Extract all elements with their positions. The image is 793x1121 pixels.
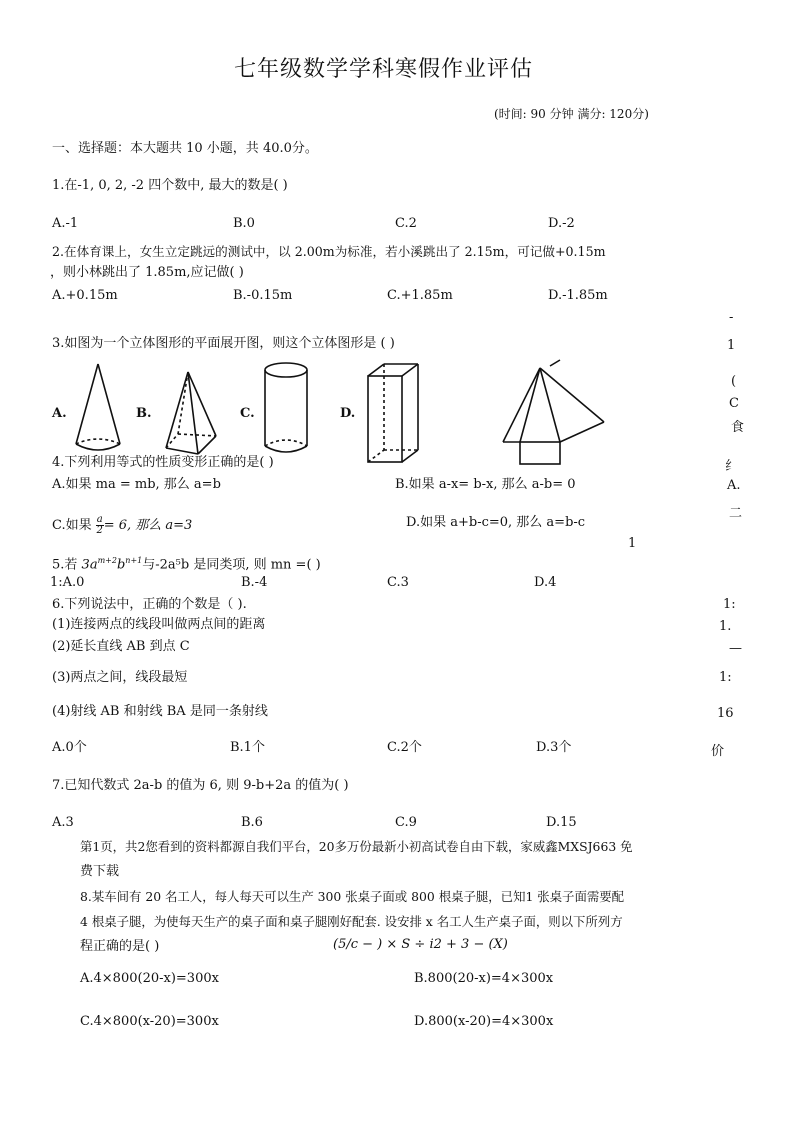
q6-stem: 6.下列说法中，正确的个数是（ ).	[52, 597, 247, 612]
cone-figure	[76, 364, 120, 450]
q5-option-c: C.3	[387, 575, 409, 590]
q3-option-a: A.	[52, 406, 67, 421]
q7-option-d: D.15	[546, 815, 577, 830]
q3-option-b: B.	[136, 406, 152, 421]
q5-prefix: 5.若	[52, 557, 82, 573]
edge-mark: 食	[731, 420, 745, 435]
q2-option-b: B.-0.15m	[233, 288, 293, 303]
edge-mark: -	[729, 310, 734, 325]
q2-option-d: D.-1.85m	[548, 288, 608, 303]
edge-mark: —	[729, 641, 742, 656]
q4-fraction-num: a	[96, 514, 103, 525]
q4-option-a: A.如果 ma = mb, 那么 a=b	[52, 477, 221, 492]
cylinder-figure	[265, 363, 307, 452]
q4-option-c-prefix: C.如果	[52, 518, 96, 533]
q1-stem: 1.在-1, 0, 2, -2 四个数中, 最大的数是( )	[52, 178, 288, 193]
edge-mark: 纟	[725, 459, 739, 474]
q6-option-d: D.3个	[536, 740, 572, 755]
q5-exp-n: n+1	[125, 556, 143, 565]
q7-option-b: B.6	[241, 815, 263, 830]
q4-option-c	[52, 515, 192, 536]
edge-mark: 1:	[723, 597, 736, 612]
q6-statement-1: (1)连接两点的线段叫做两点间的距离	[52, 617, 266, 632]
q3-option-d: D.	[340, 406, 356, 421]
q5-exp-m: m+2	[97, 556, 117, 565]
q7-stem: 7.已知代数式 2a-b 的值为 6, 则 9-b+2a 的值为( )	[52, 778, 349, 793]
net-figure	[503, 360, 604, 464]
q6-statement-3: (3)两点之间，线段最短	[52, 670, 188, 685]
q8-garbled-formula: (5/c − ) × S ÷ i2 + 3 − (X)	[333, 937, 508, 952]
q2-option-a: A.+0.15m	[52, 288, 118, 303]
q8-stem-line3: 程正确的是( )	[80, 939, 160, 954]
q4-option-c-suffix: = 6, 那么 a=3	[103, 518, 193, 533]
q2-option-c: C.+1.85m	[387, 288, 453, 303]
q1-option-c: C.2	[395, 216, 417, 231]
q6-option-a: A.0个	[52, 740, 87, 755]
q4-option-b: B.如果 a-x= b-x, 那么 a-b= 0	[395, 477, 576, 492]
q2-stem-line1: 2.在体育课上，女生立定跳远的测试中，以 2.00m为标准，若小溪跳出了 2.15m，可记做+0.15m	[52, 244, 606, 259]
q5-option-d: D.4	[534, 575, 557, 590]
q7-option-a: A.3	[52, 815, 74, 830]
footer-notice-line2: 费下载	[80, 864, 120, 879]
q8-option-b: B.800(20-x)=4×300x	[414, 971, 554, 986]
edge-mark: 1	[628, 536, 637, 551]
q6-statement-4: (4)射线 AB 和射线 BA 是同一条射线	[52, 704, 268, 719]
q8-option-c: C.4×800(x-20)=300x	[80, 1014, 219, 1029]
q1-option-b: B.0	[233, 216, 255, 231]
pyramid-figure	[166, 372, 216, 454]
q5-term-b: b	[116, 557, 126, 573]
q2-stem-line2: ，则小林跳出了 1.85m,应记做( )	[50, 265, 244, 280]
q5-option-a: 1:A.0	[50, 575, 85, 590]
edge-mark: 1.	[719, 619, 732, 634]
q4-fraction-den: 2	[96, 525, 103, 536]
edge-mark: 价	[711, 744, 725, 759]
q4-fraction	[96, 515, 104, 536]
edge-mark: C	[729, 396, 739, 411]
q3-stem: 3.如图为一个立体图形的平面展开图，则这个立体图形是 ( )	[52, 336, 395, 351]
q8-stem-line1: 8.某车间有 20 名工人，每人每天可以生产 300 张桌子面或 800 根桌子腿，已知1 张桌子面需要配	[80, 889, 625, 904]
q5-stem	[52, 553, 321, 573]
q7-option-c: C.9	[395, 815, 417, 830]
prism-figure	[368, 364, 418, 462]
edge-mark: 16	[717, 706, 734, 721]
q8-option-d: D.800(x-20)=4×300x	[414, 1014, 554, 1029]
q8-option-a: A.4×800(20-x)=300x	[80, 971, 219, 986]
section-heading: 一、选择题：本大题共 10 小题，共 40.0分。	[52, 141, 318, 156]
q3-option-c: C.	[240, 406, 255, 421]
q6-statement-2: (2)延长直线 AB 到点 C	[52, 639, 190, 654]
edge-mark: 二	[729, 506, 743, 521]
q5-option-b: B.-4	[241, 575, 268, 590]
q4-option-d: D.如果 a+b-c=0, 那么 a=b-c	[406, 515, 586, 530]
q5-term-a: 3a	[81, 557, 98, 573]
page-title: 七年级数学学科寒假作业评估	[234, 57, 534, 82]
exam-meta: (时间: 90 分钟 满分: 120分)	[494, 107, 649, 121]
edge-mark: 1	[727, 338, 736, 353]
q1-option-a: A.-1	[52, 216, 79, 231]
q8-stem-line2: 4 根桌子腿，为使每天生产的桌子面和桌子腿刚好配套. 设安排 x 名工人生产桌子面，则以下所列方	[80, 914, 623, 929]
footer-notice-line1: 第1页，共2您看到的资料都源自我们平台，20多万份最新小初高试卷自由下载，家威鑫MXSJ663 免	[80, 839, 633, 854]
q3-figures	[48, 356, 628, 466]
edge-mark: (	[731, 374, 737, 389]
q6-option-b: B.1个	[230, 740, 265, 755]
q1-option-d: D.-2	[548, 216, 575, 231]
q5-suffix: 与-2a⁵b 是同类项, 则 mn =( )	[142, 557, 321, 573]
edge-mark: A.	[727, 478, 741, 493]
edge-mark: 1:	[719, 670, 732, 685]
q6-option-c: C.2个	[387, 740, 422, 755]
q4-stem: 4.下列利用等式的性质变形正确的是( )	[52, 455, 274, 470]
